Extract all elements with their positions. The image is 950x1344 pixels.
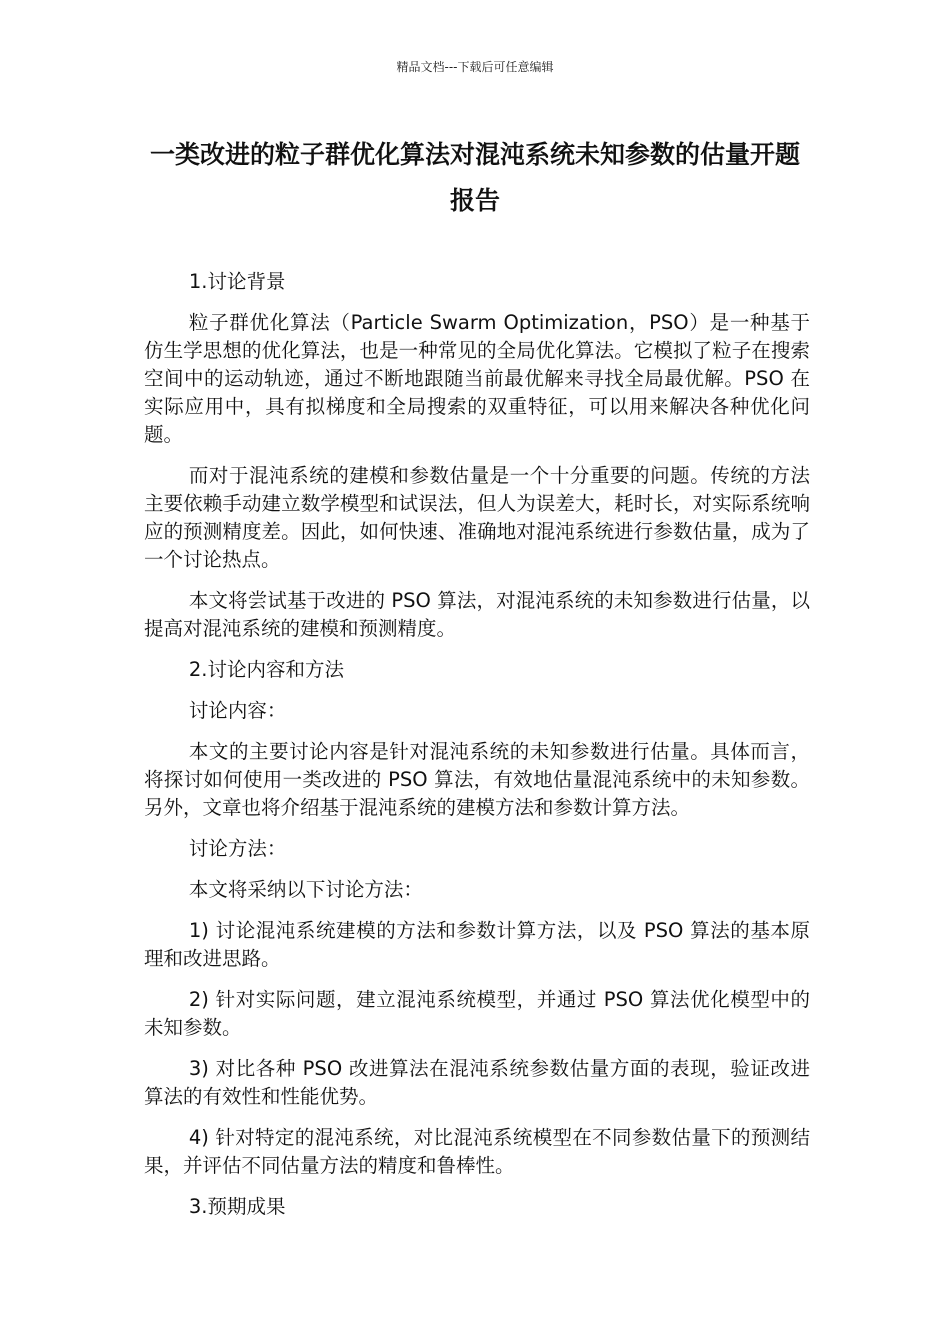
subheading-content: 讨论内容：	[188, 699, 287, 722]
document-body	[144, 268, 810, 1234]
section-heading-expected-results: 3.预期成果	[188, 1195, 286, 1218]
list-item: 4) 针对特定的混沌系统，对比混沌系统模型在不同参数估量下的预测结果，并评估不同估量方法的精度和鲁棒性。	[144, 1126, 810, 1177]
document-title: 一类改进的粒子群优化算法对混沌系统未知参数的估量开题报告	[149, 140, 800, 215]
section-heading-background: 1.讨论背景	[188, 270, 286, 293]
body-paragraph: 而对于混沌系统的建模和参数估量是一个十分重要的问题。传统的方法主要依赖手动建立数学模型和试误法，但人为误差大，耗时长，对实际系统响应的预测精度差。因此，如何快速、准确地对混沌系统进行参数估量，成为了一个讨论热点。	[144, 464, 810, 571]
body-paragraph: 本文将采纳以下讨论方法：	[188, 878, 423, 901]
section-heading-content-methods: 2.讨论内容和方法	[188, 658, 344, 681]
list-item: 3) 对比各种 PSO 改进算法在混沌系统参数估量方面的表现，验证改进算法的有效性和性能优势。	[144, 1057, 810, 1108]
body-paragraph: 粒子群优化算法（Particle Swarm Optimization，PSO）是一种基于仿生学思想的优化算法，也是一种常见的全局优化算法。它模拟了粒子在搜索空间中的运动轨迹，通过不断地跟随当前最优解来寻找全局最优解。PSO 在实际应用中，具有拟梯度和全局搜索的双重特征，可以用来解决各种优化问题。	[144, 311, 810, 446]
page-header-note: 精品文档---下载后可任意编辑	[396, 60, 554, 74]
body-paragraph: 本文将尝试基于改进的 PSO 算法，对混沌系统的未知参数进行估量，以提高对混沌系统的建模和预测精度。	[144, 589, 810, 640]
body-paragraph: 本文的主要讨论内容是针对混沌系统的未知参数进行估量。具体而言，将探讨如何使用一类改进的 PSO 算法，有效地估量混沌系统中的未知参数。另外，文章也将介绍基于混沌系统的建模方法和参数计算方法。	[144, 740, 810, 819]
list-item: 1) 讨论混沌系统建模的方法和参数计算方法，以及 PSO 算法的基本原理和改进思路。	[144, 919, 810, 970]
subheading-methods: 讨论方法：	[188, 837, 287, 860]
list-item: 2) 针对实际问题，建立混沌系统模型，并通过 PSO 算法优化模型中的未知参数。	[144, 988, 810, 1039]
